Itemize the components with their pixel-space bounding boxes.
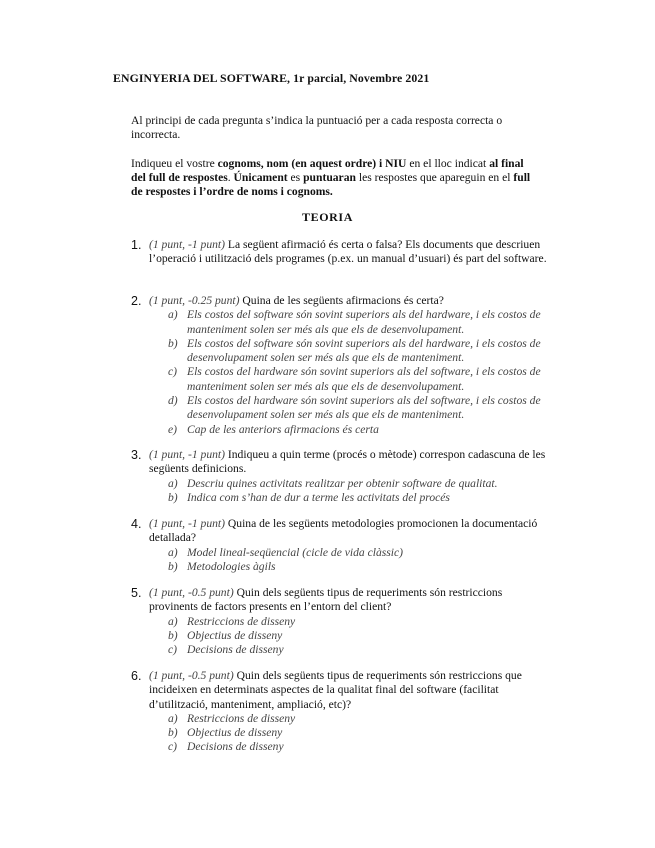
question-number: 6.: [131, 669, 142, 683]
option-text: Els costos del software són sovint superiors als del hardware, i els costos de desenvolupament solen ser més als que els de manteniment.: [187, 336, 541, 365]
question-body: Quina de les següents metodologies promocionen la documentació detallada?: [149, 517, 538, 545]
question-text: [149, 294, 551, 308]
option-label: a): [168, 711, 178, 725]
section-title: TEORIA: [302, 210, 353, 224]
exam-title: ENGINYERIA DEL SOFTWARE, 1r parcial, Novembre 2021: [113, 71, 430, 85]
option-label: c): [168, 365, 178, 379]
option-text: Metodologies àgils: [187, 559, 276, 573]
instr-bold: al final del full de respostes: [131, 157, 524, 185]
question-number: 4.: [131, 517, 142, 531]
option-a: [168, 546, 551, 560]
option-label: b): [168, 559, 178, 573]
question-text: [149, 669, 551, 712]
option-b: [168, 629, 551, 643]
option-label: a): [168, 614, 178, 628]
question-6: [131, 669, 551, 755]
question-points: (1 punt, -1 punt): [149, 517, 225, 530]
option-text: Decisions de disseny: [187, 740, 284, 754]
option-label: b): [168, 628, 178, 642]
option-b: [168, 337, 551, 366]
question-number: 1.: [131, 238, 142, 252]
option-b: [168, 491, 551, 505]
option-label: a): [168, 545, 178, 559]
option-c: [168, 740, 551, 754]
option-label: a): [168, 476, 178, 490]
option-text: Cap de les anteriors afirmacions és certa: [187, 422, 379, 436]
option-e: [168, 423, 551, 437]
instr-part: es: [287, 171, 304, 185]
instr-part: les respostes que apareguin en el: [355, 171, 514, 185]
option-label: b): [168, 726, 178, 740]
question-text: [149, 586, 551, 615]
instr-part: Indiqueu el vostre: [131, 157, 218, 170]
option-text: Decisions de disseny: [187, 643, 284, 657]
option-label: b): [168, 490, 178, 504]
intro-scoring-note: Al principi de cada pregunta s’indica la puntuació per a cada resposta correcta o incorrecta.: [131, 114, 503, 142]
question-number: 2.: [131, 294, 142, 308]
option-text: Els costos del hardware són sovint superiors als del software, i els costos de manteniment solen ser més als que els de desenvolupament.: [187, 365, 541, 393]
question-points: (1 punt, -1 punt): [149, 238, 225, 251]
instr-part: en el lloc indicat: [406, 157, 490, 170]
question-points: (1 punt, -0.25 punt): [149, 294, 240, 307]
question-number: 3.: [131, 448, 142, 462]
option-text: Model lineal-seqüencial (cicle de vida clàssic): [187, 545, 404, 559]
instr-part: .: [227, 171, 234, 185]
option-text: Els costos del software són sovint superiors als del hardware, i els costos de manteniment solen ser més als que els de desenvolupament.: [187, 308, 541, 336]
option-d: [168, 394, 551, 423]
option-text: Objectius de disseny: [187, 628, 283, 642]
question-4: [131, 517, 551, 574]
option-a: [168, 712, 551, 726]
option-b: [168, 560, 551, 574]
option-label: e): [168, 422, 178, 436]
option-text: Restriccions de disseny: [187, 614, 296, 628]
question-body: Quin dels següents tipus de requeriments són restriccions que incideixen en determinats aspectes de la qualitat final del software (facilitat d’utilització, manteniment, ampliació, etc)?: [149, 669, 522, 711]
instr-bold: Únicament: [233, 171, 288, 185]
question-text: [149, 238, 551, 267]
option-label: d): [168, 394, 178, 408]
question-2: [131, 294, 551, 437]
instr-bold: full de respostes i l’ordre de noms i cognoms.: [131, 171, 531, 199]
option-a: [168, 477, 551, 491]
option-label: b): [168, 336, 178, 350]
instr-bold: cognoms, nom (en aquest ordre) i NIU: [217, 157, 407, 170]
option-label: a): [168, 308, 178, 322]
question-text: [149, 448, 551, 477]
question-number: 5.: [131, 586, 142, 600]
option-label: c): [168, 643, 178, 657]
option-c: [168, 365, 551, 394]
option-a: [168, 308, 551, 337]
intro-instructions: [131, 157, 531, 200]
option-a: [168, 615, 551, 629]
options-list: [168, 477, 551, 506]
option-text: Descriu quines activitats realitzar per obtenir software de qualitat.: [187, 476, 498, 490]
question-points: (1 punt, -1 punt): [149, 448, 225, 461]
question-body: Quin dels següents tipus de requeriments són restriccions provinents de factors presents en l’entorn del client?: [149, 586, 503, 614]
option-text: Indica com s’han de dur a terme les activitats del procés: [187, 490, 450, 504]
option-text: Objectius de disseny: [187, 726, 283, 740]
question-body: La següent afirmació és certa o falsa? Els documents que descriuen l’operació i utilització dels programes (p.ex. un manual d’usuari) és part del software.: [149, 238, 547, 266]
option-text: Restriccions de disseny: [187, 711, 296, 725]
options-list: [168, 615, 551, 658]
question-1: [131, 238, 551, 267]
question-points: (1 punt, -0.5 punt): [149, 586, 234, 599]
instr-bold: puntuaran: [303, 171, 356, 185]
question-3: [131, 448, 551, 505]
question-points: (1 punt, -0.5 punt): [149, 669, 234, 682]
option-c: [168, 643, 551, 657]
option-b: [168, 726, 551, 740]
options-list: [168, 712, 551, 755]
question-body: Indiqueu a quin terme (procés o mètode) correspon cadascuna de les següents definicions.: [149, 448, 546, 476]
options-list: [168, 308, 551, 437]
question-5: [131, 586, 551, 657]
option-text: Els costos del hardware són sovint superiors als del software, i els costos de desenvolupament solen ser més als que els de manteniment.: [187, 394, 541, 422]
question-text: [149, 517, 551, 546]
question-body: Quina de les següents afirmacions és certa?: [239, 294, 444, 307]
options-list: [168, 546, 551, 575]
option-label: c): [168, 740, 178, 754]
